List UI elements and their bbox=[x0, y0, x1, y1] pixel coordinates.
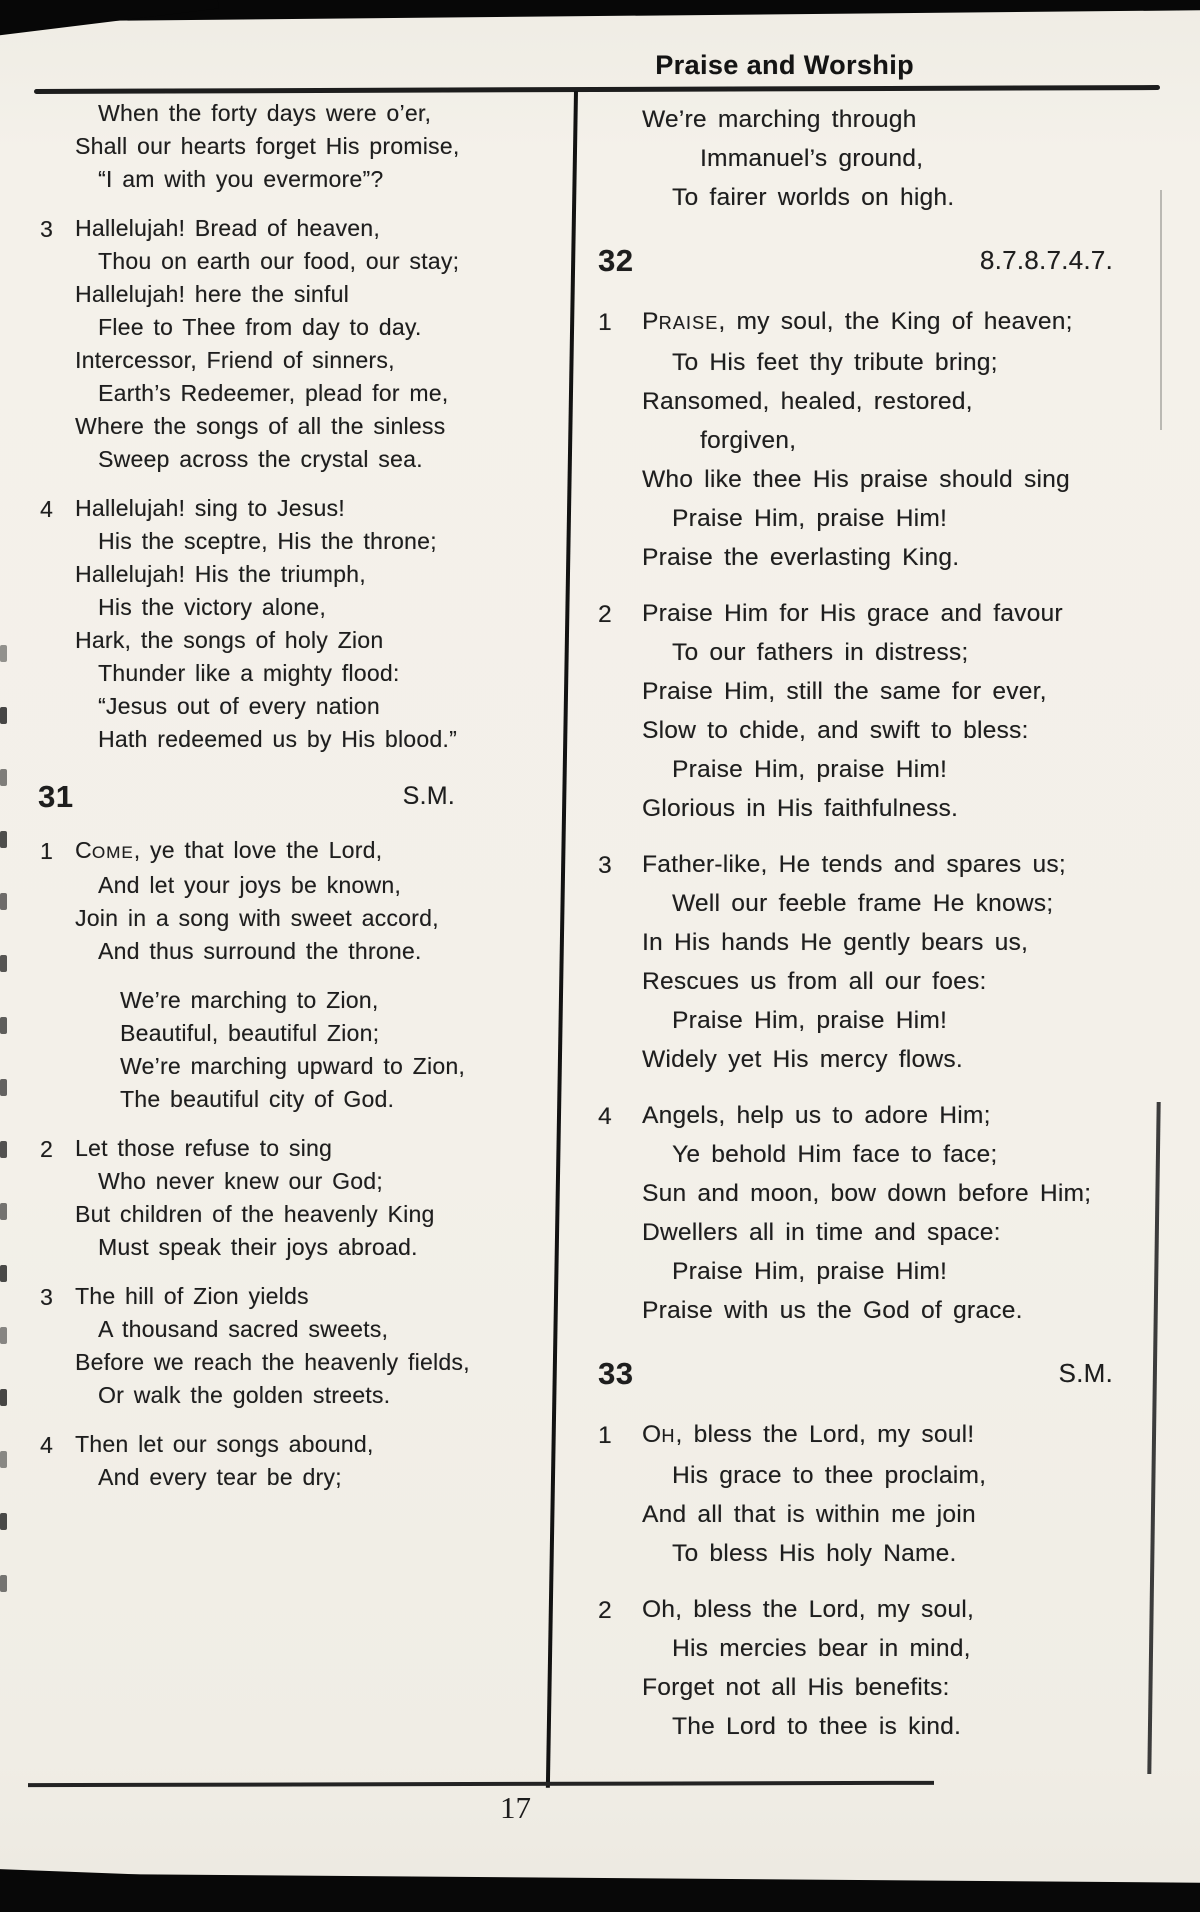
verse-line: Praise Him, praise Him! bbox=[672, 1258, 948, 1285]
verse-line: PRAISE, my soul, the King of heaven; bbox=[642, 308, 1073, 335]
verse-number: 1 bbox=[598, 309, 612, 336]
verse-number: 3 bbox=[40, 216, 54, 242]
verse-line: Who like thee His praise should sing bbox=[642, 466, 1070, 493]
verse-line: And every tear be dry; bbox=[98, 1464, 342, 1490]
right-column bbox=[598, 100, 1113, 1763]
binding-mark bbox=[0, 645, 7, 662]
verse-line: The Lord to thee is kind. bbox=[672, 1713, 962, 1740]
binding-mark bbox=[0, 1513, 7, 1530]
verse-number: 1 bbox=[598, 1422, 612, 1449]
verse-line: The hill of Zion yields bbox=[75, 1283, 309, 1309]
verse-line: We’re marching through bbox=[642, 106, 917, 133]
verse-line: We’re marching to Zion, bbox=[120, 987, 379, 1013]
verse-line: Thou on earth our food, our stay; bbox=[98, 248, 460, 274]
binding-mark bbox=[0, 893, 7, 910]
binding-mark bbox=[0, 1203, 7, 1220]
verse-number: 3 bbox=[598, 852, 612, 879]
verse-line: Immanuel’s ground, bbox=[700, 145, 924, 172]
verse-line: And all that is within me join bbox=[642, 1501, 976, 1528]
left-column bbox=[38, 97, 470, 1510]
page-number: 17 bbox=[500, 1790, 531, 1825]
verse-line: But children of the heavenly King bbox=[75, 1201, 435, 1227]
verse-line: Dwellers all in time and space: bbox=[642, 1219, 1001, 1246]
bottom-scan-bar bbox=[0, 1873, 1200, 1912]
verse-number: 2 bbox=[40, 1136, 54, 1162]
verse-line: To His feet thy tribute bring; bbox=[672, 349, 998, 376]
verse-line: Hallelujah! His the triumph, bbox=[75, 561, 366, 587]
verse-line: Let those refuse to sing bbox=[75, 1135, 333, 1161]
verse-line: His the sceptre, His the throne; bbox=[98, 528, 437, 554]
hymn-number: 32 bbox=[598, 242, 634, 278]
stanza bbox=[598, 1415, 1113, 1573]
verse-line: Praise the everlasting King. bbox=[642, 544, 960, 571]
verse-line: Then let our songs abound, bbox=[75, 1431, 374, 1457]
verse-line: Praise Him, praise Him! bbox=[672, 756, 948, 783]
stanza bbox=[38, 97, 460, 196]
verse-line: We’re marching upward to Zion, bbox=[120, 1053, 466, 1079]
hymn-header bbox=[598, 1347, 1113, 1399]
binding-mark bbox=[0, 1389, 7, 1406]
binding-mark bbox=[0, 1265, 7, 1282]
hymn-number: 33 bbox=[598, 1355, 634, 1391]
stanza bbox=[38, 212, 460, 476]
verse-line: Sweep across the crystal sea. bbox=[98, 446, 423, 472]
stanza bbox=[598, 845, 1113, 1079]
binding-mark bbox=[0, 1575, 7, 1592]
verse-number: 4 bbox=[40, 496, 54, 522]
verse-line: OH, bless the Lord, my soul! bbox=[642, 1421, 975, 1448]
binding-mark bbox=[0, 1017, 7, 1034]
verse-line: Hark, the songs of holy Zion bbox=[75, 627, 384, 653]
verse-line: Ransomed, healed, restored, bbox=[642, 388, 973, 415]
verse-line: His mercies bear in mind, bbox=[672, 1635, 971, 1662]
verse-line: Rescues us from all our foes: bbox=[642, 968, 987, 995]
verse-line: When the forty days were o’er, bbox=[98, 100, 432, 126]
verse-line: To bless His holy Name. bbox=[672, 1540, 957, 1567]
verse-line: Beautiful, beautiful Zion; bbox=[120, 1020, 380, 1046]
verse-line: COME, ye that love the Lord, bbox=[75, 837, 383, 863]
binding-mark bbox=[0, 1451, 7, 1468]
stanza bbox=[598, 1096, 1113, 1330]
verse-line: Flee to Thee from day to day. bbox=[98, 314, 422, 340]
verse-line: Earth’s Redeemer, plead for me, bbox=[98, 380, 449, 406]
verse-line: Where the songs of all the sinless bbox=[75, 413, 446, 439]
verse-line: Must speak their joys abroad. bbox=[98, 1234, 418, 1260]
verse-number: 1 bbox=[40, 838, 54, 864]
verse-number: 3 bbox=[40, 1284, 54, 1310]
verse-line: Intercessor, Friend of sinners, bbox=[75, 347, 395, 373]
verse-line: Before we reach the heavenly fields, bbox=[75, 1349, 470, 1375]
verse-line: To our fathers in distress; bbox=[672, 639, 969, 666]
verse-line: Sun and moon, bow down before Him; bbox=[642, 1180, 1092, 1207]
stanza bbox=[38, 1428, 455, 1494]
chorus bbox=[38, 984, 466, 1116]
stanza bbox=[38, 492, 455, 756]
hymn-header bbox=[38, 772, 455, 820]
stanza bbox=[598, 100, 1113, 217]
verse-line: Hallelujah! Bread of heaven, bbox=[75, 215, 380, 241]
stanza bbox=[598, 594, 1113, 828]
verse-line: Well our feeble frame He knows; bbox=[672, 890, 1054, 917]
verse-line: Hath redeemed us by His blood.” bbox=[98, 726, 457, 752]
hymn-number: 31 bbox=[38, 778, 74, 814]
hymn-meter: S.M. bbox=[402, 781, 455, 810]
page-edge-shadow bbox=[1147, 1102, 1160, 1774]
verse-line: “I am with you evermore”? bbox=[98, 166, 384, 192]
verse-line: Glorious in His faithfulness. bbox=[642, 795, 959, 822]
small-caps-text: H bbox=[661, 1426, 676, 1446]
verse-line: Thunder like a mighty flood: bbox=[98, 660, 400, 686]
verse-line: Praise Him for His grace and favour bbox=[642, 600, 1063, 627]
verse-line: Hallelujah! sing to Jesus! bbox=[75, 495, 345, 521]
verse-line: forgiven, bbox=[700, 427, 797, 454]
verse-line: And thus surround the throne. bbox=[98, 938, 422, 964]
binding-mark bbox=[0, 1327, 7, 1344]
verse-line: Father-like, He tends and spares us; bbox=[642, 851, 1066, 878]
binding-mark bbox=[0, 1079, 7, 1096]
stanza bbox=[598, 1590, 1113, 1746]
stanza bbox=[38, 834, 455, 968]
verse-number: 4 bbox=[598, 1103, 612, 1130]
verse-line: Praise Him, praise Him! bbox=[672, 505, 948, 532]
verse-line: In His hands He gently bears us, bbox=[642, 929, 1029, 956]
verse-line: Praise Him, praise Him! bbox=[672, 1007, 948, 1034]
stanza bbox=[38, 1280, 470, 1412]
verse-line: “Jesus out of every nation bbox=[98, 693, 380, 719]
verse-line: Oh, bless the Lord, my soul, bbox=[642, 1596, 975, 1623]
verse-line: Hallelujah! here the sinful bbox=[75, 281, 350, 307]
verse-line: Shall our hearts forget His promise, bbox=[75, 133, 460, 159]
verse-number: 4 bbox=[40, 1432, 54, 1458]
page-edge-shadow-faint bbox=[1160, 190, 1162, 430]
verse-line: Forget not all His benefits: bbox=[642, 1674, 950, 1701]
small-caps-text: RAISE bbox=[658, 313, 719, 333]
verse-line: His the victory alone, bbox=[98, 594, 326, 620]
small-caps-text: OME bbox=[91, 843, 134, 862]
section-title: Praise and Worship bbox=[655, 50, 914, 80]
stanza bbox=[598, 302, 1113, 577]
verse-line: A thousand sacred sweets, bbox=[98, 1316, 389, 1342]
header-rule bbox=[34, 85, 1160, 93]
verse-line: Join in a song with sweet accord, bbox=[75, 905, 439, 931]
footer-rule bbox=[28, 1781, 934, 1787]
binding-mark bbox=[0, 831, 7, 848]
verse-line: The beautiful city of God. bbox=[120, 1086, 395, 1112]
verse-line: Praise with us the God of grace. bbox=[642, 1297, 1023, 1324]
verse-line: Ye behold Him face to face; bbox=[672, 1141, 998, 1168]
binding-mark bbox=[0, 707, 7, 724]
hymn-meter: 8.7.8.7.4.7. bbox=[979, 244, 1113, 275]
verse-line: To fairer worlds on high. bbox=[672, 184, 955, 211]
column-divider bbox=[546, 91, 578, 1788]
verse-line: Widely yet His mercy flows. bbox=[642, 1046, 963, 1073]
stanza bbox=[38, 1132, 455, 1264]
hymn-header bbox=[598, 234, 1113, 286]
verse-line: Slow to chide, and swift to bless: bbox=[642, 717, 1029, 744]
verse-line: And let your joys be known, bbox=[98, 872, 402, 898]
verse-line: Angels, help us to adore Him; bbox=[642, 1102, 991, 1129]
binding-mark bbox=[0, 955, 7, 972]
verse-line: His grace to thee proclaim, bbox=[672, 1462, 987, 1489]
binding-mark bbox=[0, 1141, 7, 1158]
verse-line: Or walk the golden streets. bbox=[98, 1382, 391, 1408]
verse-number: 2 bbox=[598, 601, 612, 628]
binding-mark bbox=[0, 769, 7, 786]
verse-number: 2 bbox=[598, 1597, 612, 1624]
hymn-meter: S.M. bbox=[1058, 1357, 1113, 1388]
verse-line: Who never knew our God; bbox=[98, 1168, 383, 1194]
verse-line: Praise Him, still the same for ever, bbox=[642, 678, 1047, 705]
